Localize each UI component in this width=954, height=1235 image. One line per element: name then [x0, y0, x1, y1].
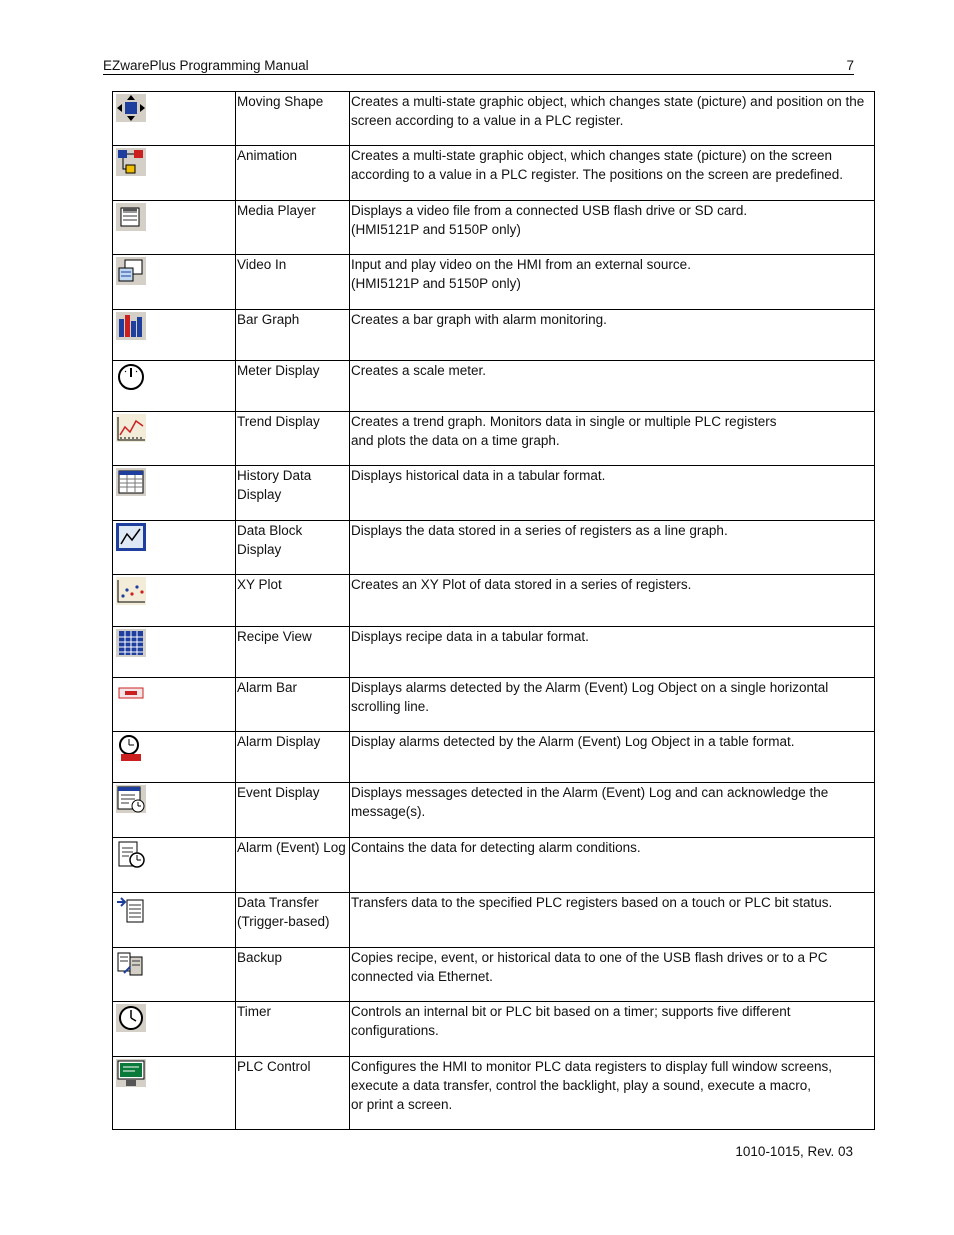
table-row	[113, 92, 875, 146]
animation-icon	[115, 147, 147, 177]
object-name: Data Block Display	[236, 521, 350, 575]
icon-cell	[113, 1002, 236, 1057]
icon-cell	[113, 948, 236, 1002]
icon-cell	[113, 678, 236, 732]
table-row	[113, 310, 875, 361]
icon-cell	[113, 466, 236, 521]
backup-icon	[115, 949, 147, 979]
table-row	[113, 521, 875, 575]
object-name: Alarm Display	[236, 732, 350, 783]
moving-shape-icon	[115, 93, 147, 123]
icon-cell	[113, 575, 236, 627]
object-description: Creates a bar graph with alarm monitoring.	[350, 310, 875, 361]
icon-cell	[113, 201, 236, 255]
video-in-icon	[115, 256, 147, 286]
table-row	[113, 201, 875, 255]
icon-cell	[113, 521, 236, 575]
object-name: Video In	[236, 255, 350, 310]
icon-cell	[113, 255, 236, 310]
object-description: Creates a multi-state graphic object, which changes state (picture) and position on the screen according to a value in a PLC register.	[350, 92, 875, 146]
table-row	[113, 1057, 875, 1130]
alarm-display-icon	[115, 733, 147, 763]
object-description: Input and play video on the HMI from an external source. (HMI5121P and 5150P only)	[350, 255, 875, 310]
object-description: Creates an XY Plot of data stored in a series of registers.	[350, 575, 875, 627]
object-description: Displays alarms detected by the Alarm (Event) Log Object on a single horizontal scrolling line.	[350, 678, 875, 732]
table-row	[113, 678, 875, 732]
object-description: Displays a video file from a connected USB flash drive or SD card. (HMI5121P and 5150P only)	[350, 201, 875, 255]
object-name: Animation	[236, 146, 350, 201]
object-name: Alarm (Event) Log	[236, 838, 350, 893]
object-name: PLC Control	[236, 1057, 350, 1130]
icon-cell	[113, 361, 236, 412]
alarm-event-log-icon	[115, 839, 147, 869]
page-header	[103, 56, 854, 75]
table-row	[113, 255, 875, 310]
manual-title: EZwarePlus Programming Manual	[103, 58, 309, 73]
data-transfer-icon	[115, 894, 147, 924]
icon-cell	[113, 893, 236, 948]
object-description: Configures the HMI to monitor PLC data registers to display full window screens, execute a data transfer, control the backlight, play a sound, execute a macro, or print a screen.	[350, 1057, 875, 1130]
object-description: Creates a multi-state graphic object, which changes state (picture) on the screen according to a value in a PLC register. The positions on the screen are predefined.	[350, 146, 875, 201]
object-description: Creates a trend graph. Monitors data in single or multiple PLC registers and plots the data on a time graph.	[350, 412, 875, 466]
object-name: Bar Graph	[236, 310, 350, 361]
objects-table	[112, 91, 875, 1130]
icon-cell	[113, 783, 236, 838]
object-name: Moving Shape	[236, 92, 350, 146]
table-row	[113, 361, 875, 412]
icon-cell	[113, 838, 236, 893]
table-row	[113, 146, 875, 201]
table-row	[113, 893, 875, 948]
meter-display-icon	[115, 362, 147, 392]
object-name: Alarm Bar	[236, 678, 350, 732]
object-name: Trend Display	[236, 412, 350, 466]
trend-display-icon	[115, 413, 147, 443]
icon-cell	[113, 1057, 236, 1130]
table-row	[113, 1002, 875, 1057]
icon-cell	[113, 412, 236, 466]
xy-plot-icon	[115, 576, 147, 606]
icon-cell	[113, 92, 236, 146]
object-description: Controls an internal bit or PLC bit based on a timer; supports five different configurations.	[350, 1002, 875, 1057]
object-name: XY Plot	[236, 575, 350, 627]
history-data-display-icon	[115, 467, 147, 497]
object-description: Transfers data to the specified PLC registers based on a touch or PLC bit status.	[350, 893, 875, 948]
table-row	[113, 838, 875, 893]
object-description: Contains the data for detecting alarm conditions.	[350, 838, 875, 893]
page-number: 7	[846, 58, 854, 73]
object-description: Creates a scale meter.	[350, 361, 875, 412]
table-row	[113, 466, 875, 521]
icon-cell	[113, 310, 236, 361]
object-name: Event Display	[236, 783, 350, 838]
table-row	[113, 783, 875, 838]
object-description: Displays messages detected in the Alarm (Event) Log and can acknowledge the message(s).	[350, 783, 875, 838]
object-name: Meter Display	[236, 361, 350, 412]
table-row	[113, 575, 875, 627]
data-block-display-icon	[115, 522, 147, 552]
table-row	[113, 732, 875, 783]
object-description: Displays the data stored in a series of registers as a line graph.	[350, 521, 875, 575]
object-name: Media Player	[236, 201, 350, 255]
object-name: Recipe View	[236, 627, 350, 678]
table-row	[113, 627, 875, 678]
event-display-icon	[115, 784, 147, 814]
object-name: History Data Display	[236, 466, 350, 521]
icon-cell	[113, 732, 236, 783]
object-name: Backup	[236, 948, 350, 1002]
object-name: Data Transfer (Trigger-based)	[236, 893, 350, 948]
object-description: Copies recipe, event, or historical data to one of the USB flash drives or to a PC connected via Ethernet.	[350, 948, 875, 1002]
bar-graph-icon	[115, 311, 147, 341]
plc-control-icon	[115, 1058, 147, 1088]
icon-cell	[113, 146, 236, 201]
media-player-icon	[115, 202, 147, 232]
object-name: Timer	[236, 1002, 350, 1057]
object-description: Display alarms detected by the Alarm (Event) Log Object in a table format.	[350, 732, 875, 783]
object-description: Displays recipe data in a tabular format.	[350, 627, 875, 678]
icon-cell	[113, 627, 236, 678]
alarm-bar-icon	[115, 679, 147, 709]
document-revision: 1010-1015, Rev. 03	[735, 1144, 853, 1159]
table-row	[113, 948, 875, 1002]
table-row	[113, 412, 875, 466]
recipe-view-icon	[115, 628, 147, 658]
object-description: Displays historical data in a tabular format.	[350, 466, 875, 521]
timer-icon	[115, 1003, 147, 1033]
